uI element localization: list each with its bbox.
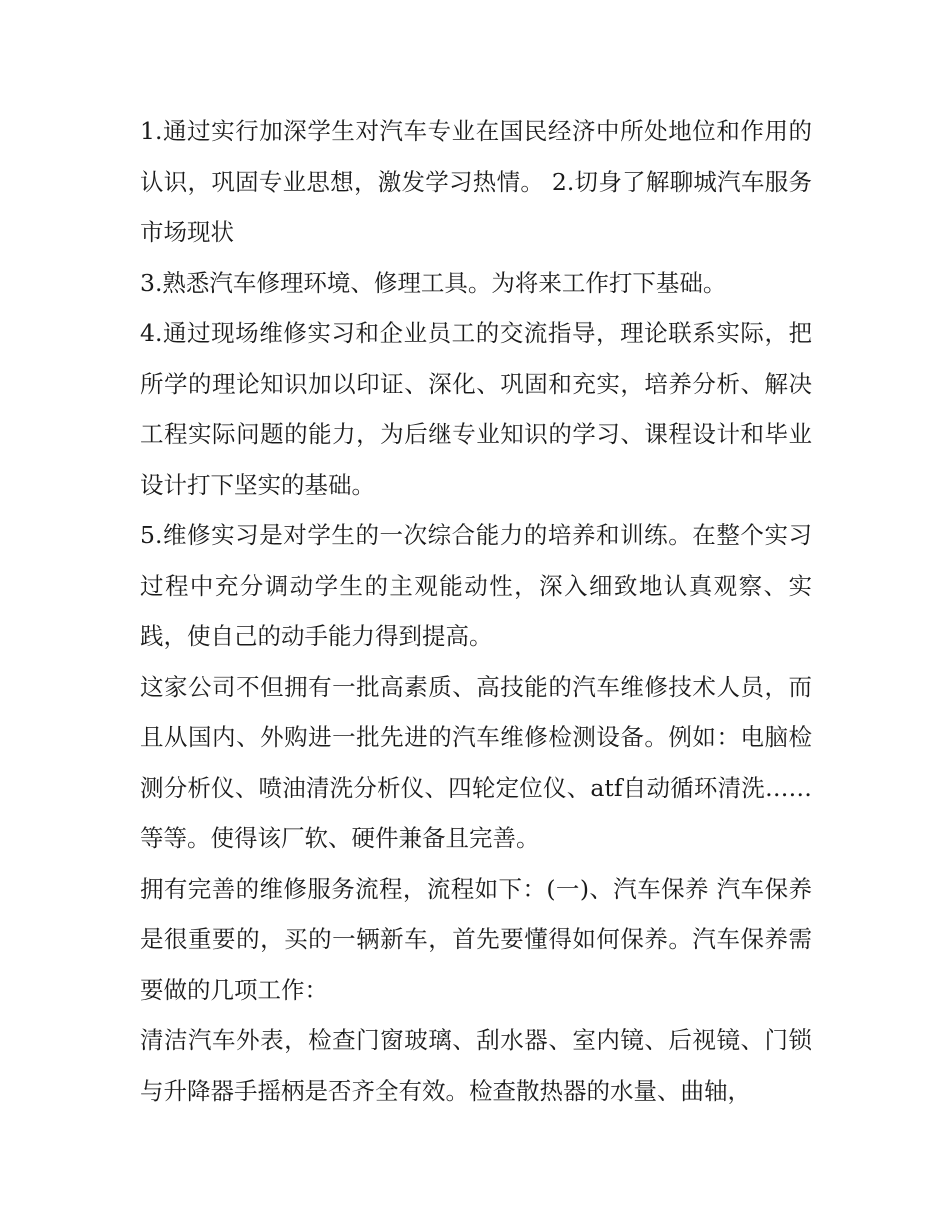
paragraph-company-equipment: 这家公司不但拥有一批高素质、高技能的汽车维修技术人员，而且从国内、外购进一批先进的汽车维修检测设备。例如：电脑检测分析仪、喷油清洗分析仪、四轮定位仪、atf自动循环清洗……等等。使得该厂软、硬件兼备且完善。 [140,672,812,852]
paragraph-service-process: 拥有完善的维修服务流程，流程如下：(一)、汽车保养 汽车保养是很重要的，买的一辆新车，首先要懂得如何保养。汽车保养需要做的几项工作： [140,874,812,1004]
paragraph-objective-4: 4.通过现场维修实习和企业员工的交流指导，理论联系实际，把所学的理论知识加以印证、深化、巩固和充实，培养分析、解决工程实际问题的能力，为后继专业知识的学习、课程设计和毕业设计打下坚实的基础。 [140,319,812,499]
paragraph-maintenance-checks: 清洁汽车外表，检查门窗玻璃、刮水器、室内镜、后视镜、门锁与升降器手摇柄是否齐全有效。检查散热器的水量、曲轴， [140,1026,812,1105]
paragraph-objective-1-2: 1.通过实行加深学生对汽车专业在国民经济中所处地位和作用的认识，巩固专业思想，激发学习热情。 2.切身了解聊城汽车服务市场现状 [140,117,812,246]
document-body [140,106,812,1116]
paragraph-objective-5: 5.维修实习是对学生的一次综合能力的培养和训练。在整个实习过程中充分调动学生的主观能动性，深入细致地认真观察、实践，使自己的动手能力得到提高。 [140,521,812,650]
paragraph-objective-3: 3.熟悉汽车修理环境、修理工具。为将来工作打下基础。 [140,268,727,297]
